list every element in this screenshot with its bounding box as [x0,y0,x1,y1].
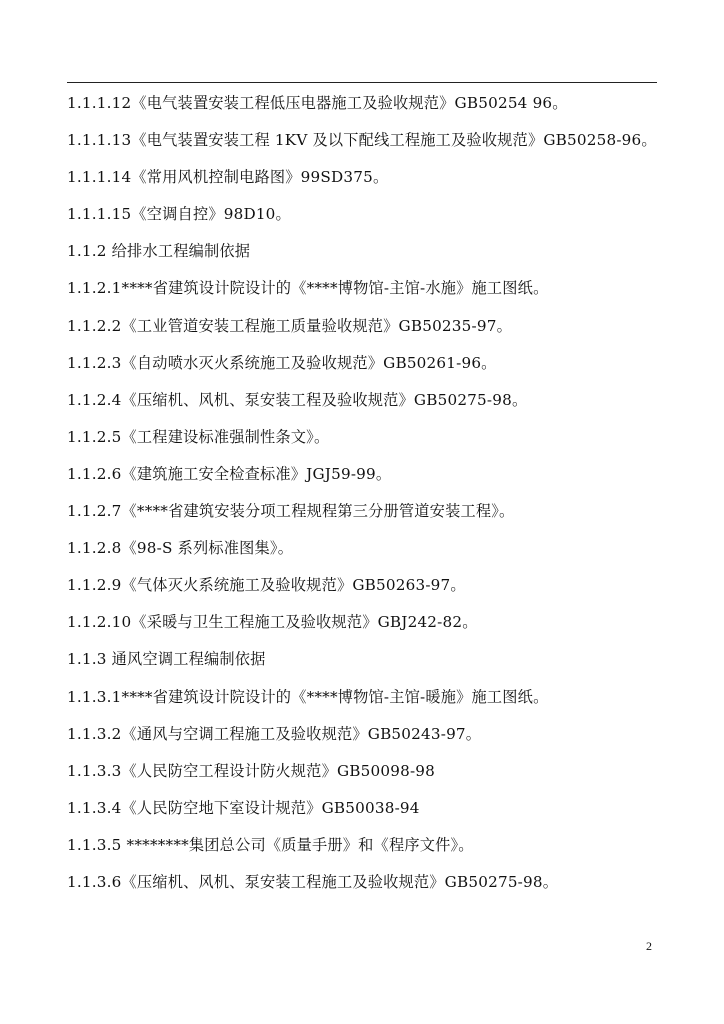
list-item: 1.1.1.12《电气装置安装工程低压电器施工及验收规范》GB50254 96。 [67,94,568,112]
list-item: 1.1.3.1****省建筑设计院设计的《****博物馆-主馆-暖施》施工图纸。 [67,687,549,706]
page-number: 2 [646,939,652,953]
list-item: 1.1.1.15《空调自控》98D10。 [67,205,291,224]
list-item: 1.1.1.13《电气装置安装工程 1KV 及以下配线工程施工及验收规范》GB50258-96。 [67,131,657,150]
list-item: 1.1.3.6《压缩机、风机、泵安装工程施工及验收规范》GB50275-98。 [67,872,559,891]
list-item: 1.1.2.1****省建筑设计院设计的《****博物馆-主馆-水施》施工图纸。 [67,279,549,298]
list-item: 1.1.1.14《常用风机控制电路图》99SD375。 [67,168,389,187]
list-item: 1.1.2.9《气体灭火系统施工及验收规范》GB50263-97。 [67,576,466,595]
list-item: 1.1.3.5 ********集团总公司《质量手册》和《程序文件》。 [67,835,474,854]
reference-list [67,90,667,906]
list-item: 1.1.2.8《98-S 系列标准图集》。 [67,539,294,558]
list-item: 1.1.2.4《压缩机、风机、泵安装工程及验收规范》GB50275-98。 [67,390,528,409]
list-item: 1.1.3.3《人民防空工程设计防火规范》GB50098-98 [67,761,436,780]
header-rule [67,82,657,83]
section-heading: 1.1.3 通风空调工程编制依据 [67,650,266,669]
list-item: 1.1.2.10《采暖与卫生工程施工及验收规范》GBJ242-82。 [67,613,478,632]
list-item: 1.1.2.2《工业管道安装工程施工质量验收规范》GB50235-97。 [67,316,512,335]
list-item: 1.1.2.5《工程建设标准强制性条文》。 [67,427,330,446]
list-item: 1.1.3.2《通风与空调工程施工及验收规范》GB50243-97。 [67,724,482,743]
section-heading: 1.1.2 给排水工程编制依据 [67,242,251,261]
list-item: 1.1.3.4《人民防空地下室设计规范》GB50038-94 [67,798,420,817]
list-item: 1.1.2.7《****省建筑安装分项工程规程第三分册管道安装工程》。 [67,502,515,521]
list-item: 1.1.2.3《自动喷水灭火系统施工及验收规范》GB50261-96。 [67,353,497,372]
list-item: 1.1.2.6《建筑施工安全检查标准》JGJ59-99。 [67,464,392,483]
